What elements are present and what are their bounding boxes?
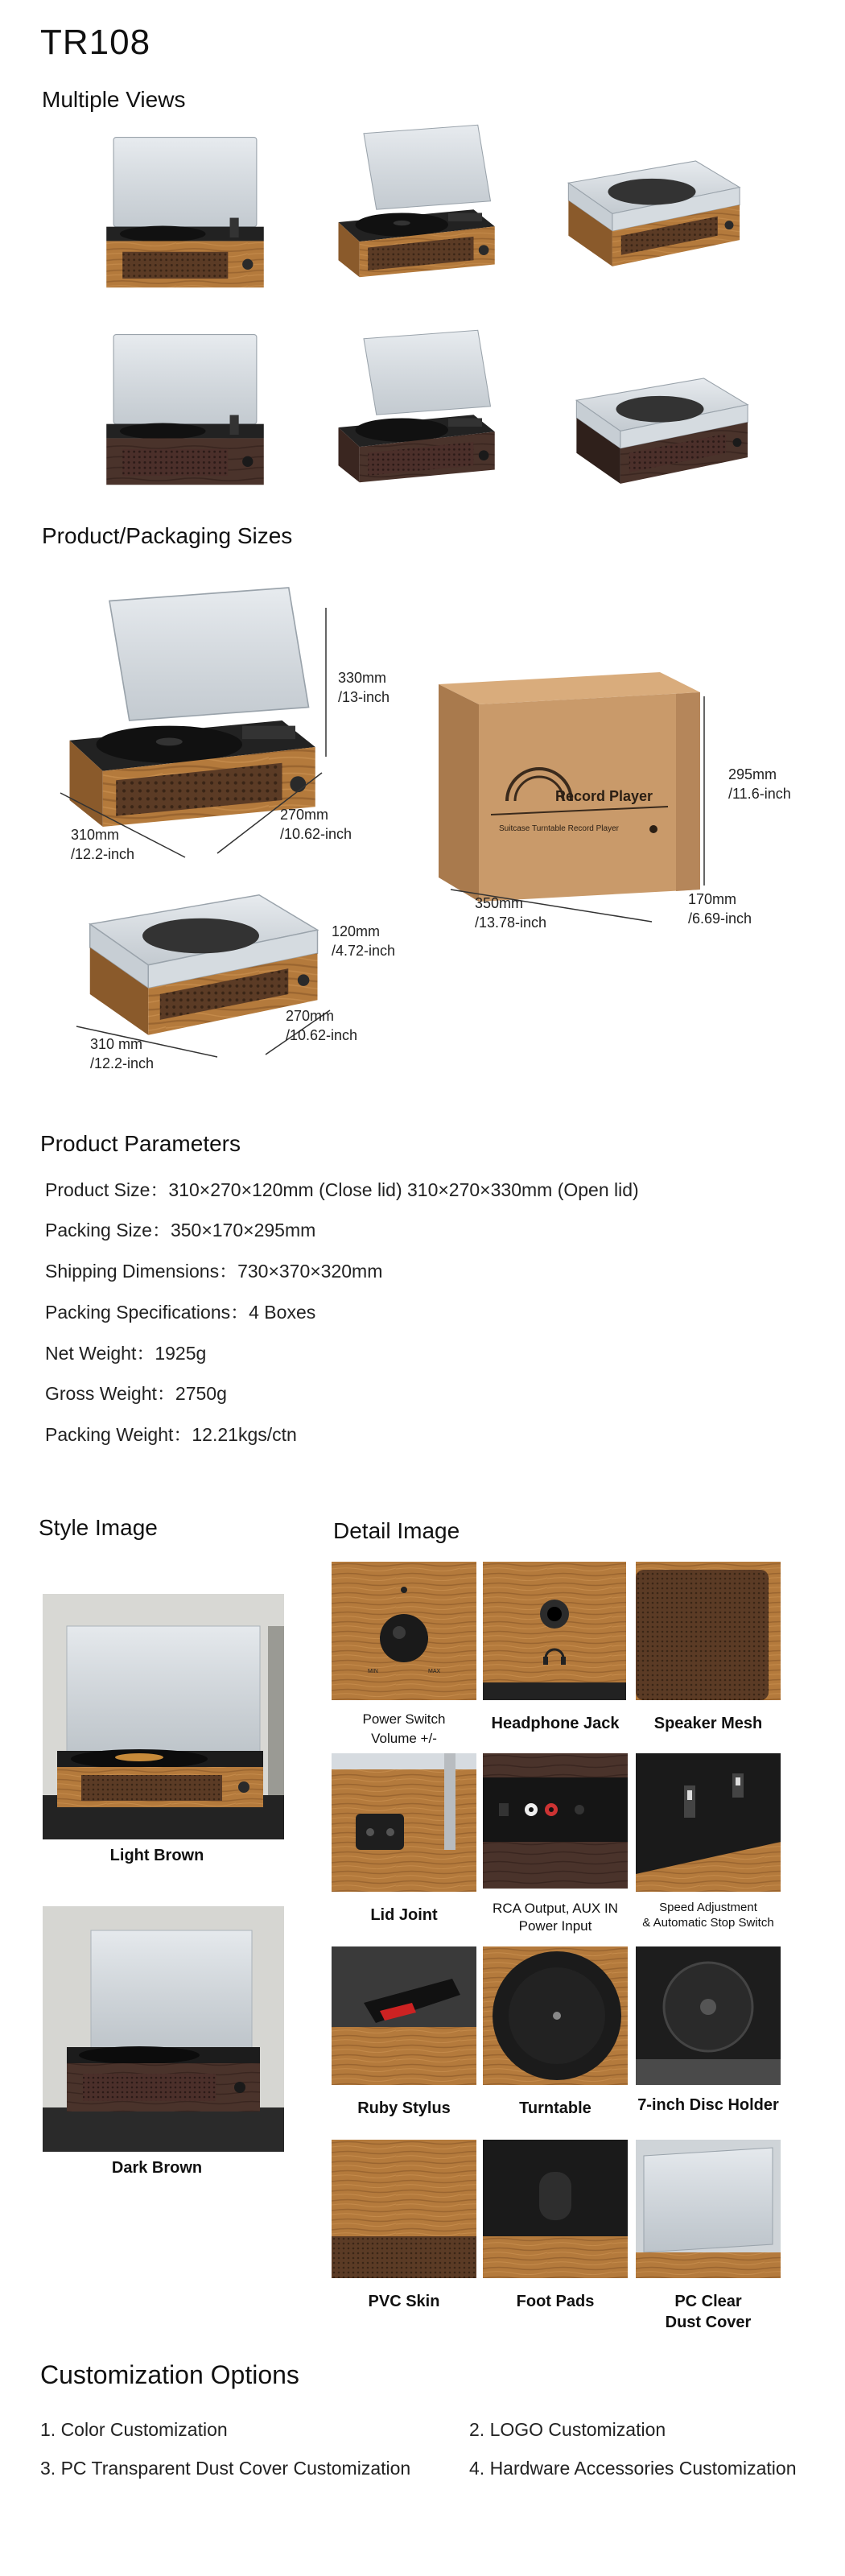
detail-caption-rca-output: RCA Output, AUX IN Power Input: [493, 1901, 618, 1934]
closed-depth-dim: 270mm /10.62-inch: [286, 1008, 358, 1043]
detail-power-switch-photo: [332, 1562, 476, 1700]
detail-caption-turntable: Turntable: [519, 2099, 592, 2117]
param-packing-size: Packing Size：350×170×295mm: [45, 1220, 316, 1241]
style-light-brown-photo: [43, 1594, 284, 1839]
detail-caption-foot-pads: Foot Pads: [516, 2293, 595, 2310]
view-light-closed-photo: [555, 137, 748, 282]
customization-item-3: 3. PC Transparent Dust Cover Customization: [40, 2458, 411, 2479]
detail-turntable-photo: [483, 1946, 628, 2085]
detail-caption-speed-adjustment: Speed Adjustment & Automatic Stop Switch: [642, 1901, 774, 1930]
detail-caption-headphone-jack: Headphone Jack: [491, 1715, 620, 1732]
customization-item-4: 4. Hardware Accessories Customization: [469, 2458, 797, 2479]
open-width-dim: 310mm /12.2-inch: [71, 827, 135, 862]
parameters-heading: Product Parameters: [40, 1131, 241, 1156]
knob-min-label: MIN: [368, 1669, 378, 1674]
detail-disc-holder-photo: [636, 1946, 781, 2085]
view-dark-open-photo: [330, 322, 499, 499]
closed-height-dim: 120mm /4.72-inch: [332, 923, 396, 959]
detail-caption-speaker-mesh: Speaker Mesh: [653, 1715, 763, 1732]
view-dark-closed-photo: [563, 354, 756, 499]
detail-speed-adjustment-photo: [636, 1753, 781, 1892]
detail-ruby-stylus-photo: [332, 1946, 476, 2085]
style-label-dark-brown: Dark Brown: [111, 2159, 203, 2177]
detail-caption-lid-joint: Lid Joint: [370, 1906, 438, 1924]
param-product-size: Product Size：310×270×120mm (Close lid) 310×270×330mm (Open lid): [45, 1179, 639, 1200]
multiple-views-heading: Multiple Views: [42, 87, 186, 112]
param-shipping-dimensions: Shipping Dimensions：730×370×320mm: [45, 1261, 383, 1282]
view-light-open-photo: [330, 121, 499, 290]
customization-item-2: 2. LOGO Customization: [469, 2419, 666, 2440]
box-brand-label: Record Player: [555, 788, 653, 804]
param-net-weight: Net Weight：1925g: [45, 1343, 207, 1364]
detail-lid-joint-photo: [332, 1753, 476, 1892]
detail-speaker-mesh-photo: [636, 1562, 781, 1700]
view-dark-front-photo: [105, 322, 266, 499]
knob-max-label: MAX: [428, 1669, 441, 1674]
view-light-front-photo: [105, 125, 266, 302]
box-depth-dim: 170mm /6.69-inch: [688, 891, 752, 927]
closed-width-dim: 310 mm /12.2-inch: [90, 1036, 155, 1071]
page-title: TR108: [40, 23, 151, 62]
detail-headphone-jack-photo: [483, 1562, 626, 1700]
detail-image-heading: Detail Image: [333, 1518, 460, 1543]
detail-caption-pvc-skin: PVC Skin: [368, 2293, 440, 2310]
sizes-heading: Product/Packaging Sizes: [42, 523, 293, 548]
customization-heading: Customization Options: [40, 2360, 299, 2389]
detail-caption-dust-cover: PC Clear Dust Cover: [665, 2293, 752, 2331]
box-height-dim: 295mm /11.6-inch: [728, 766, 791, 802]
style-image-heading: Style Image: [39, 1515, 158, 1540]
detail-rca-output-photo: [483, 1753, 628, 1889]
param-gross-weight: Gross Weight：2750g: [45, 1383, 227, 1404]
detail-caption-power-switch: Power Switch Volume +/-: [362, 1711, 446, 1746]
param-packing-weight: Packing Weight：12.21kgs/ctn: [45, 1424, 297, 1445]
detail-caption-disc-holder: 7-inch Disc Holder: [637, 2096, 779, 2114]
param-packing-specifications: Packing Specifications：4 Boxes: [45, 1302, 316, 1323]
detail-caption-ruby-stylus: Ruby Stylus: [357, 2099, 451, 2117]
box-width-dim: 350mm /13.78-inch: [475, 895, 547, 931]
style-label-light-brown: Light Brown: [109, 1847, 204, 1864]
open-depth-dim: 270mm /10.62-inch: [280, 807, 352, 842]
customization-item-1: 1. Color Customization: [40, 2419, 228, 2440]
detail-pvc-skin-photo: [332, 2140, 476, 2278]
box-subtitle-label: Suitcase Turntable Record Player: [499, 824, 619, 833]
detail-foot-pads-photo: [483, 2140, 628, 2278]
detail-dust-cover-photo: [636, 2140, 781, 2278]
open-height-dim: 330mm /13-inch: [338, 670, 390, 705]
style-dark-brown-photo: [43, 1906, 284, 2152]
